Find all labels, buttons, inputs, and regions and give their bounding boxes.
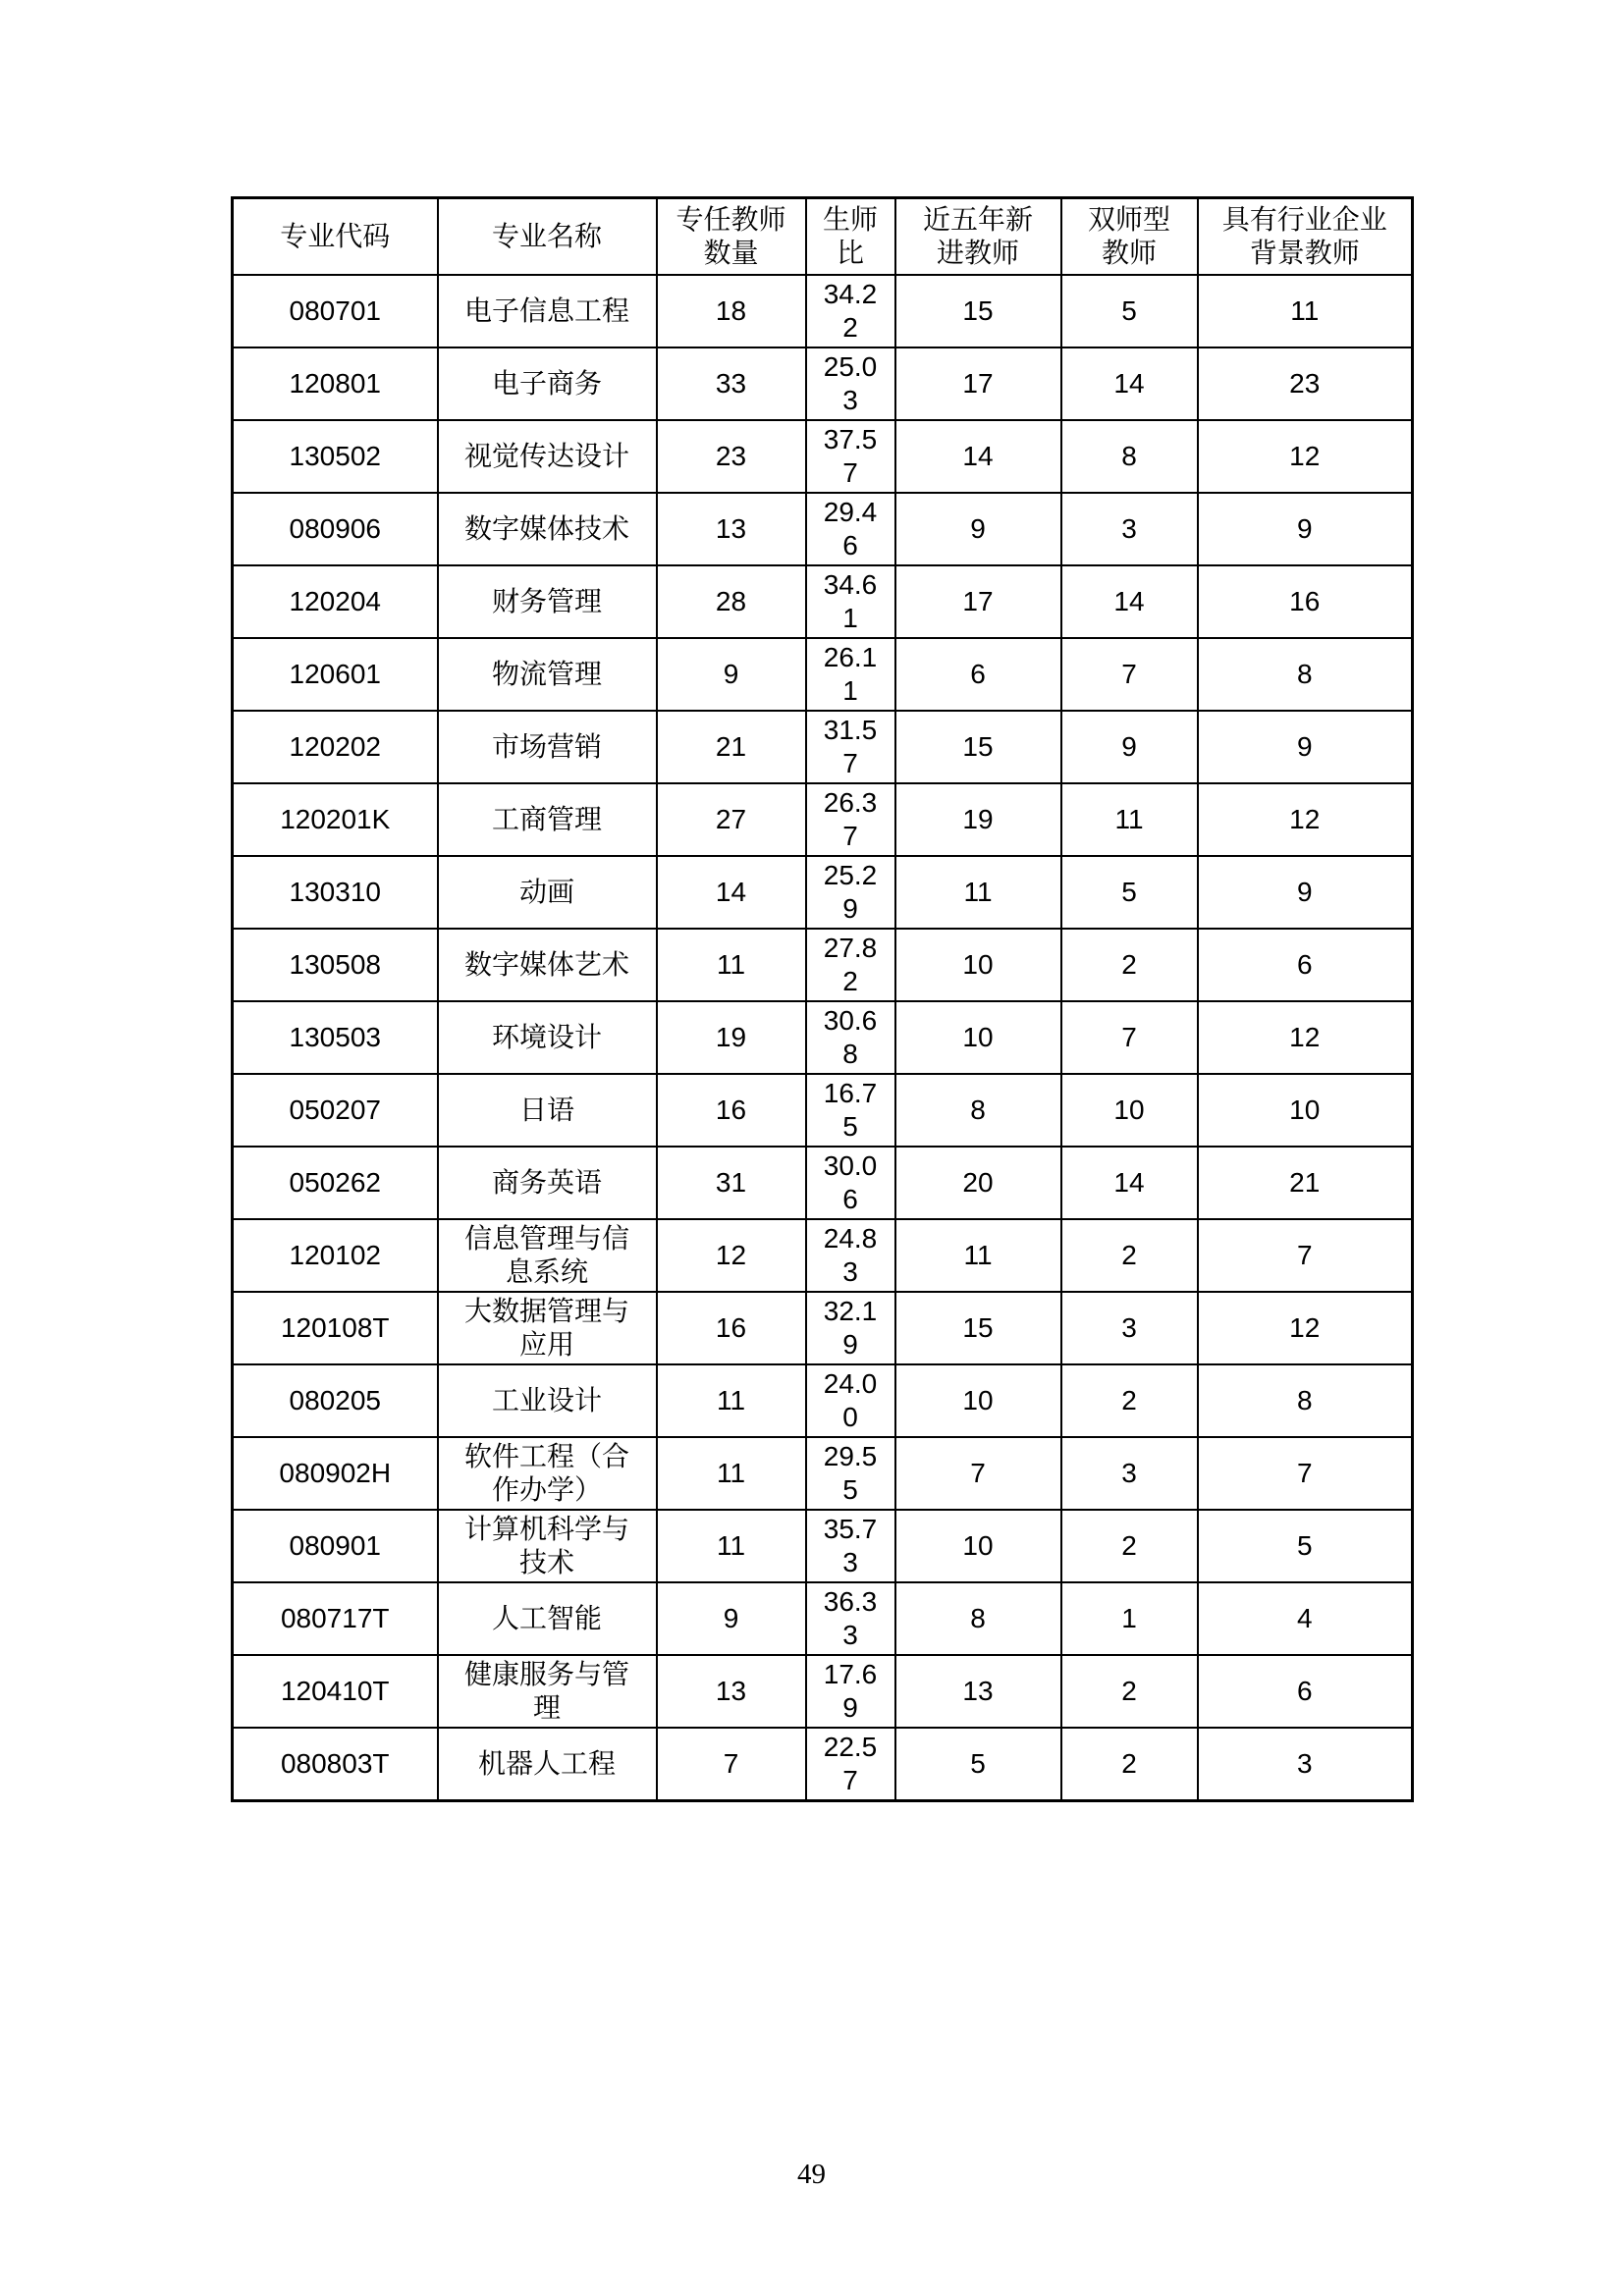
- cell-r6-c2: 物流管理: [438, 638, 657, 711]
- table-row: [233, 856, 1413, 929]
- cell-r10-c7: 6: [1198, 929, 1413, 1001]
- cell-r4-c6: 3: [1061, 493, 1198, 565]
- cell-r1-c7: 11: [1198, 275, 1413, 347]
- cell-r20-c5: 13: [895, 1655, 1061, 1728]
- table-row: [233, 1147, 1413, 1219]
- table-row: [233, 783, 1413, 856]
- cell-r3-c1: 130502: [233, 420, 438, 493]
- cell-r20-c1: 120410T: [233, 1655, 438, 1728]
- table-row: [233, 1364, 1413, 1437]
- cell-r14-c5: 11: [895, 1219, 1061, 1292]
- cell-r21-c7: 3: [1198, 1728, 1413, 1801]
- cell-r7-c6: 9: [1061, 711, 1198, 783]
- cell-r16-c4: 24.00: [806, 1364, 895, 1437]
- cell-r11-c5: 10: [895, 1001, 1061, 1074]
- table-row: [233, 1728, 1413, 1801]
- table-row: [233, 1655, 1413, 1728]
- cell-r1-c2: 电子信息工程: [438, 275, 657, 347]
- table-row: [233, 1510, 1413, 1582]
- cell-r13-c1: 050262: [233, 1147, 438, 1219]
- cell-r18-c7: 5: [1198, 1510, 1413, 1582]
- cell-r2-c6: 14: [1061, 347, 1198, 420]
- cell-r7-c7: 9: [1198, 711, 1413, 783]
- cell-r21-c6: 2: [1061, 1728, 1198, 1801]
- cell-r2-c7: 23: [1198, 347, 1413, 420]
- cell-r9-c6: 5: [1061, 856, 1198, 929]
- table-row: [233, 1074, 1413, 1147]
- cell-r13-c5: 20: [895, 1147, 1061, 1219]
- cell-r11-c2: 环境设计: [438, 1001, 657, 1074]
- cell-r9-c3: 14: [657, 856, 806, 929]
- cell-r11-c4: 30.68: [806, 1001, 895, 1074]
- cell-r14-c3: 12: [657, 1219, 806, 1292]
- cell-r20-c6: 2: [1061, 1655, 1198, 1728]
- cell-r16-c2: 工业设计: [438, 1364, 657, 1437]
- cell-r5-c2: 财务管理: [438, 565, 657, 638]
- column-header-2: 专业名称: [438, 198, 657, 275]
- cell-r9-c2: 动画: [438, 856, 657, 929]
- table-row: [233, 275, 1413, 347]
- cell-r20-c3: 13: [657, 1655, 806, 1728]
- cell-r18-c4: 35.73: [806, 1510, 895, 1582]
- cell-r21-c3: 7: [657, 1728, 806, 1801]
- cell-r1-c1: 080701: [233, 275, 438, 347]
- cell-r15-c1: 120108T: [233, 1292, 438, 1364]
- table-header: [233, 198, 1413, 275]
- table-body: [233, 275, 1413, 1801]
- cell-r14-c4: 24.83: [806, 1219, 895, 1292]
- cell-r4-c1: 080906: [233, 493, 438, 565]
- column-header-5: 近五年新进教师: [895, 198, 1061, 275]
- cell-r3-c3: 23: [657, 420, 806, 493]
- column-header-3: 专任教师数量: [657, 198, 806, 275]
- cell-r15-c6: 3: [1061, 1292, 1198, 1364]
- page-number: 49: [797, 2159, 826, 2190]
- cell-r2-c2: 电子商务: [438, 347, 657, 420]
- cell-r1-c6: 5: [1061, 275, 1198, 347]
- cell-r14-c6: 2: [1061, 1219, 1198, 1292]
- cell-r16-c5: 10: [895, 1364, 1061, 1437]
- cell-r4-c3: 13: [657, 493, 806, 565]
- cell-r12-c4: 16.75: [806, 1074, 895, 1147]
- cell-r18-c5: 10: [895, 1510, 1061, 1582]
- cell-r17-c1: 080902H: [233, 1437, 438, 1510]
- cell-r7-c5: 15: [895, 711, 1061, 783]
- cell-r5-c3: 28: [657, 565, 806, 638]
- cell-r15-c4: 32.19: [806, 1292, 895, 1364]
- cell-r12-c1: 050207: [233, 1074, 438, 1147]
- cell-r10-c2: 数字媒体艺术: [438, 929, 657, 1001]
- cell-r11-c7: 12: [1198, 1001, 1413, 1074]
- cell-r13-c2: 商务英语: [438, 1147, 657, 1219]
- table-row: [233, 493, 1413, 565]
- table-row: [233, 1219, 1413, 1292]
- cell-r9-c7: 9: [1198, 856, 1413, 929]
- cell-r12-c2: 日语: [438, 1074, 657, 1147]
- cell-r8-c3: 27: [657, 783, 806, 856]
- header-row: [233, 198, 1413, 275]
- cell-r9-c5: 11: [895, 856, 1061, 929]
- cell-r17-c6: 3: [1061, 1437, 1198, 1510]
- cell-r2-c4: 25.03: [806, 347, 895, 420]
- cell-r1-c4: 34.22: [806, 275, 895, 347]
- cell-r20-c4: 17.69: [806, 1655, 895, 1728]
- majors-table: [231, 196, 1414, 1802]
- cell-r20-c7: 6: [1198, 1655, 1413, 1728]
- cell-r21-c1: 080803T: [233, 1728, 438, 1801]
- cell-r8-c6: 11: [1061, 783, 1198, 856]
- cell-r15-c2: 大数据管理与应用: [438, 1292, 657, 1364]
- cell-r15-c5: 15: [895, 1292, 1061, 1364]
- cell-r12-c6: 10: [1061, 1074, 1198, 1147]
- cell-r10-c3: 11: [657, 929, 806, 1001]
- cell-r18-c2: 计算机科学与技术: [438, 1510, 657, 1582]
- table-row: [233, 638, 1413, 711]
- cell-r6-c3: 9: [657, 638, 806, 711]
- table-row: [233, 565, 1413, 638]
- cell-r18-c6: 2: [1061, 1510, 1198, 1582]
- cell-r13-c7: 21: [1198, 1147, 1413, 1219]
- cell-r15-c3: 16: [657, 1292, 806, 1364]
- cell-r7-c4: 31.57: [806, 711, 895, 783]
- cell-r5-c4: 34.61: [806, 565, 895, 638]
- cell-r7-c3: 21: [657, 711, 806, 783]
- column-header-4: 生师比: [806, 198, 895, 275]
- cell-r19-c5: 8: [895, 1582, 1061, 1655]
- cell-r6-c1: 120601: [233, 638, 438, 711]
- cell-r7-c2: 市场营销: [438, 711, 657, 783]
- cell-r10-c6: 2: [1061, 929, 1198, 1001]
- cell-r13-c3: 31: [657, 1147, 806, 1219]
- cell-r12-c7: 10: [1198, 1074, 1413, 1147]
- cell-r2-c5: 17: [895, 347, 1061, 420]
- table-row: [233, 929, 1413, 1001]
- cell-r2-c3: 33: [657, 347, 806, 420]
- cell-r4-c2: 数字媒体技术: [438, 493, 657, 565]
- column-header-6: 双师型教师: [1061, 198, 1198, 275]
- cell-r10-c5: 10: [895, 929, 1061, 1001]
- cell-r6-c4: 26.11: [806, 638, 895, 711]
- table-row: [233, 1001, 1413, 1074]
- table-row: [233, 711, 1413, 783]
- cell-r4-c7: 9: [1198, 493, 1413, 565]
- cell-r13-c6: 14: [1061, 1147, 1198, 1219]
- cell-r19-c4: 36.33: [806, 1582, 895, 1655]
- cell-r7-c1: 120202: [233, 711, 438, 783]
- cell-r19-c6: 1: [1061, 1582, 1198, 1655]
- cell-r19-c3: 9: [657, 1582, 806, 1655]
- cell-r5-c7: 16: [1198, 565, 1413, 638]
- cell-r10-c1: 130508: [233, 929, 438, 1001]
- cell-r5-c5: 17: [895, 565, 1061, 638]
- cell-r17-c2: 软件工程（合作办学）: [438, 1437, 657, 1510]
- cell-r8-c2: 工商管理: [438, 783, 657, 856]
- cell-r9-c4: 25.29: [806, 856, 895, 929]
- cell-r18-c1: 080901: [233, 1510, 438, 1582]
- column-header-7: 具有行业企业背景教师: [1198, 198, 1413, 275]
- cell-r21-c2: 机器人工程: [438, 1728, 657, 1801]
- cell-r5-c1: 120204: [233, 565, 438, 638]
- cell-r16-c1: 080205: [233, 1364, 438, 1437]
- cell-r12-c5: 8: [895, 1074, 1061, 1147]
- cell-r16-c3: 11: [657, 1364, 806, 1437]
- cell-r6-c6: 7: [1061, 638, 1198, 711]
- cell-r20-c2: 健康服务与管理: [438, 1655, 657, 1728]
- cell-r2-c1: 120801: [233, 347, 438, 420]
- cell-r17-c7: 7: [1198, 1437, 1413, 1510]
- table-row: [233, 347, 1413, 420]
- cell-r16-c6: 2: [1061, 1364, 1198, 1437]
- cell-r17-c3: 11: [657, 1437, 806, 1510]
- table-row: [233, 1437, 1413, 1510]
- cell-r17-c4: 29.55: [806, 1437, 895, 1510]
- cell-r6-c7: 8: [1198, 638, 1413, 711]
- cell-r1-c3: 18: [657, 275, 806, 347]
- cell-r8-c1: 120201K: [233, 783, 438, 856]
- cell-r4-c5: 9: [895, 493, 1061, 565]
- cell-r15-c7: 12: [1198, 1292, 1413, 1364]
- column-header-1: 专业代码: [233, 198, 438, 275]
- cell-r3-c2: 视觉传达设计: [438, 420, 657, 493]
- cell-r3-c6: 8: [1061, 420, 1198, 493]
- cell-r19-c1: 080717T: [233, 1582, 438, 1655]
- cell-r19-c2: 人工智能: [438, 1582, 657, 1655]
- table-row: [233, 1582, 1413, 1655]
- cell-r14-c7: 7: [1198, 1219, 1413, 1292]
- cell-r14-c1: 120102: [233, 1219, 438, 1292]
- cell-r13-c4: 30.06: [806, 1147, 895, 1219]
- cell-r19-c7: 4: [1198, 1582, 1413, 1655]
- cell-r8-c5: 19: [895, 783, 1061, 856]
- cell-r1-c5: 15: [895, 275, 1061, 347]
- cell-r4-c4: 29.46: [806, 493, 895, 565]
- cell-r5-c6: 14: [1061, 565, 1198, 638]
- cell-r6-c5: 6: [895, 638, 1061, 711]
- cell-r17-c5: 7: [895, 1437, 1061, 1510]
- cell-r12-c3: 16: [657, 1074, 806, 1147]
- cell-r11-c1: 130503: [233, 1001, 438, 1074]
- cell-r3-c5: 14: [895, 420, 1061, 493]
- cell-r10-c4: 27.82: [806, 929, 895, 1001]
- cell-r18-c3: 11: [657, 1510, 806, 1582]
- cell-r11-c3: 19: [657, 1001, 806, 1074]
- table-row: [233, 1292, 1413, 1364]
- cell-r3-c7: 12: [1198, 420, 1413, 493]
- cell-r8-c7: 12: [1198, 783, 1413, 856]
- cell-r8-c4: 26.37: [806, 783, 895, 856]
- cell-r3-c4: 37.57: [806, 420, 895, 493]
- table-row: [233, 420, 1413, 493]
- cell-r21-c4: 22.57: [806, 1728, 895, 1801]
- cell-r14-c2: 信息管理与信息系统: [438, 1219, 657, 1292]
- cell-r21-c5: 5: [895, 1728, 1061, 1801]
- cell-r9-c1: 130310: [233, 856, 438, 929]
- cell-r11-c6: 7: [1061, 1001, 1198, 1074]
- cell-r16-c7: 8: [1198, 1364, 1413, 1437]
